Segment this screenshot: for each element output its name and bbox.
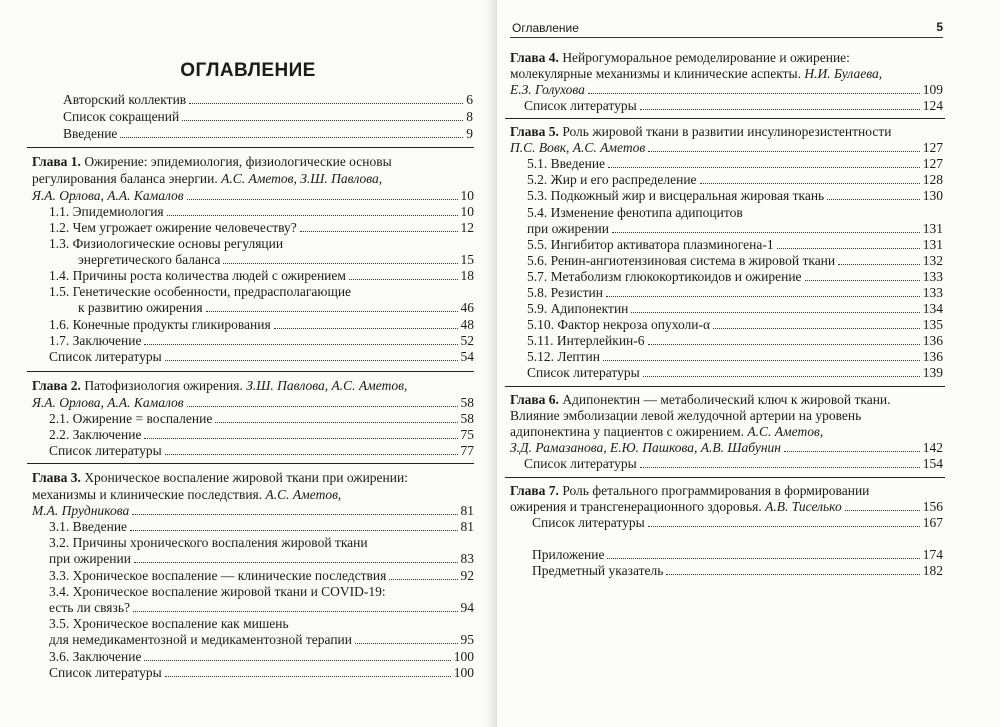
toc-entry-1-7[interactable]: 1.7. Заключение 52 [49,333,474,348]
chapter-7-heading[interactable]: Глава 7. Роль фетального программирования в формировании [510,483,870,498]
toc-entry-2-references[interactable]: Список литературы 77 [49,443,474,458]
toc-entry-5-11[interactable]: 5.11. Интерлейкин-6 136 [527,333,943,348]
chapter-6-authors: З.Д. Рамазанова, Е.Ю. Пашкова, А.В. Шабунин 142 [510,440,943,455]
toc-entry-6-references[interactable]: Список литературы 154 [524,456,943,471]
toc-entry-5-8[interactable]: 5.8. Резистин 133 [527,285,943,300]
toc-entry-authors[interactable]: Авторский коллектив 6 [63,92,473,107]
chapter-2-heading[interactable]: Глава 2. Патофизиология ожирения. З.Ш. Павлова, А.С. Аметов, [32,378,408,393]
section-divider [27,147,474,148]
section-divider [505,477,945,478]
chapter-5-authors: П.С. Вовк, А.С. Аметов 127 [510,140,943,155]
toc-entry-1-1[interactable]: 1.1. Эпидемиология 10 [49,204,474,219]
toc-entry-3-references[interactable]: Список литературы 100 [49,665,474,680]
chapter-1-heading-cont: регулирования баланса энергии. А.С. Аметов, З.Ш. Павлова, [32,171,383,186]
toc-entry-1-4[interactable]: 1.4. Причины роста количества людей с ожирением 18 [49,268,474,283]
toc-entry-3-3[interactable]: 3.3. Хроническое воспаление — клинические последствия 92 [49,568,474,583]
chapter-2-authors: Я.А. Орлова, А.А. Камалов 58 [32,395,474,410]
toc-entry-1-5[interactable]: 1.5. Генетические особенности, предрасполагающие [49,284,352,299]
toc-entry-5-12[interactable]: 5.12. Лептин 136 [527,349,943,364]
toc-entry-1-2[interactable]: 1.2. Чем угрожает ожирение человечеству? 12 [49,220,474,235]
toc-entry-3-2[interactable]: 3.2. Причины хронического воспаления жировой ткани [49,535,368,550]
toc-entry-5-1[interactable]: 5.1. Введение 127 [527,156,943,171]
toc-entry-3-1[interactable]: 3.1. Введение 81 [49,519,474,534]
toc-entry-5-5[interactable]: 5.5. Ингибитор активатора плазминогена-1 131 [527,237,943,252]
toc-entry-3-5-cont: для немедикаментозной и медикаментозной терапии 95 [49,632,474,647]
toc-entry-5-6[interactable]: 5.6. Ренин-ангиотензиновая система в жировой ткани 132 [527,253,943,268]
toc-entry-5-4[interactable]: 5.4. Изменение фенотипа адипоцитов [527,205,743,220]
chapter-6-heading[interactable]: Глава 6. Адипонектин — метаболический ключ к жировой ткани. [510,392,891,407]
toc-entry-7-references[interactable]: Список литературы 167 [532,515,943,530]
page-number: 5 [936,20,943,34]
toc-entry-5-4-cont: при ожирении 131 [527,221,943,236]
toc-entry-3-4-cont: есть ли связь? 94 [49,600,474,615]
chapter-6-heading-cont: Влияние эмболизации левой желудочной артерии на уровень [510,408,862,423]
toc-entry-5-9[interactable]: 5.9. Адипонектин 134 [527,301,943,316]
chapter-3-heading[interactable]: Глава 3. Хроническое воспаление жировой ткани при ожирении: [32,470,408,485]
toc-entry-1-references[interactable]: Список литературы 54 [49,349,474,364]
chapter-1-heading[interactable]: Глава 1. Ожирение: эпидемиология, физиологические основы [32,154,392,169]
toc-entry-3-4[interactable]: 3.4. Хроническое воспаление жировой ткани и COVID-19: [49,584,386,599]
chapter-3-authors: М.А. Прудникова 81 [32,503,474,518]
section-divider [27,371,474,372]
section-divider [505,386,945,387]
running-head: Оглавление [512,21,579,35]
chapter-6-heading-cont: адипонектина у пациентов с ожирением. А.С. Аметов, [510,424,824,439]
toc-entry-5-10[interactable]: 5.10. Фактор некроза опухоли-α 135 [527,317,943,332]
chapter-7-heading-cont: ожирения и трансгенерационного здоровья. А.В. Тиселько 156 [510,499,943,514]
chapter-5-heading[interactable]: Глава 5. Роль жировой ткани в развитии инсулинорезистентности [510,124,892,139]
toc-entry-3-2-cont: при ожирении 83 [49,551,474,566]
toc-entry-2-1[interactable]: 2.1. Ожирение = воспаление 58 [49,411,474,426]
toc-entry-5-3[interactable]: 5.3. Подкожный жир и висцеральная жировая ткань 130 [527,188,943,203]
toc-entry-introduction[interactable]: Введение 9 [63,126,473,141]
section-divider [27,463,474,464]
chapter-4-heading[interactable]: Глава 4. Нейрогуморальное ремоделирование и ожирение: [510,50,850,65]
toc-entry-5-references[interactable]: Список литературы 139 [527,365,943,380]
toc-entry-1-3-cont: энергетического баланса 15 [78,252,474,267]
header-rule [510,37,943,38]
toc-entry-1-6[interactable]: 1.6. Конечные продукты гликирования 48 [49,317,474,332]
chapter-4-authors: Е.З. Голухова 109 [510,82,943,97]
toc-entry-1-5-cont: к развитию ожирения 46 [78,300,474,315]
toc-entry-3-6[interactable]: 3.6. Заключение 100 [49,649,474,664]
toc-entry-5-7[interactable]: 5.7. Метаболизм глюкокортикоидов и ожирение 133 [527,269,943,284]
toc-entry-subject-index[interactable]: Предметный указатель 182 [532,563,943,578]
toc-entry-1-3[interactable]: 1.3. Физиологические основы регуляции [49,236,284,251]
chapter-1-authors: Я.А. Орлова, А.А. Камалов 10 [32,188,474,203]
chapter-3-heading-cont: механизмы и клинические последствия. А.С. Аметов, [32,487,342,502]
toc-entry-3-5[interactable]: 3.5. Хроническое воспаление как мишень [49,616,289,631]
toc-entry-4-references[interactable]: Список литературы 124 [524,98,943,113]
chapter-4-heading-cont: молекулярные механизмы и клинические аспекты. Н.И. Булаева, [510,66,883,81]
toc-entry-2-2[interactable]: 2.2. Заключение 75 [49,427,474,442]
section-divider [505,118,945,119]
toc-entry-abbreviations[interactable]: Список сокращений 8 [63,109,473,124]
toc-entry-appendix[interactable]: Приложение 174 [532,547,943,562]
toc-entry-5-2[interactable]: 5.2. Жир и его распределение 128 [527,172,943,187]
contents-title: ОГЛАВЛЕНИЕ [180,60,316,81]
